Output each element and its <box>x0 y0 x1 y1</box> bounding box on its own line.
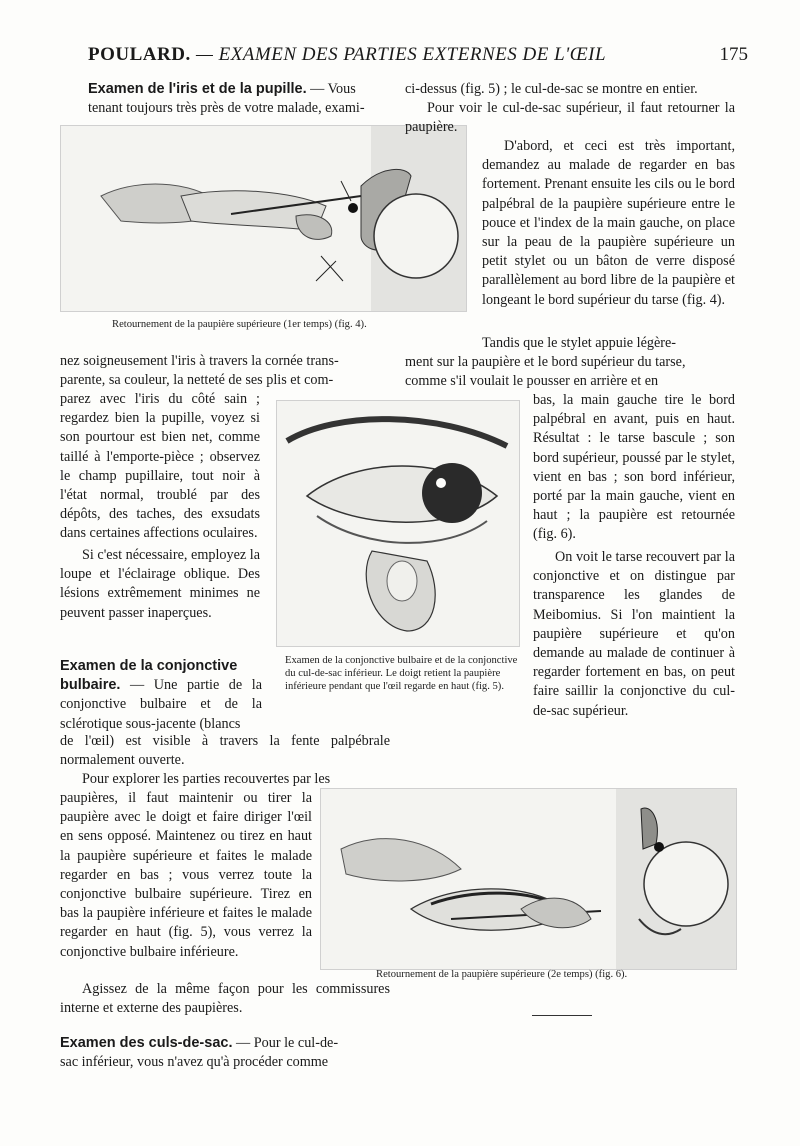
right-p3-wide <box>405 334 735 392</box>
running-head <box>88 44 748 70</box>
iris-paragraph-top <box>88 80 393 118</box>
conjonctive-paragraph-3: Agissez de la même façon pour les commissures interne et externe des paupières. <box>60 981 390 1017</box>
figure-5 <box>276 400 520 647</box>
author-name: POULARD. <box>88 44 191 65</box>
conjonctive-p2-narrow: paupières, il faut maintenir ou tirer la paupière avec le doigt et faire diriger l'œil en sens opposé. Maintenez ou tirez en haut la paupière supérieure et faites le malade regarder en bas ; vous verrez toute la conjonctive bulbaire supérieure. Tirez en bas la paupière inférieure et faites le malade regarder en haut (fig. 5), vous verrez la conjonctive bulbaire inférieure. <box>60 790 312 960</box>
iris-paragraph-2: Si c'est nécessaire, employez la loupe et l'éclairage oblique. Des lésions extrêmement minimes ne peuvent passer inaperçues. <box>60 547 260 621</box>
article-title: — EXAMEN DES PARTIES EXTERNES DE L'ŒIL <box>195 44 607 65</box>
right-p4: On voit le tarse recouvert par la conjonctive et on distingue par transparence les glandes de Meibomius. Si l'on maintient la paupière supérieure et qu'on demande au malade de continuer à regarder fortement en bas, on peut faire saillir la conjonctive du cul-de-sac supérieur. <box>533 549 735 719</box>
iris-cont-line1: nez soigneusement l'iris à travers la cornée trans- <box>60 353 339 369</box>
page-number: 175 <box>719 44 748 65</box>
conjonctive-heading-line2: bulbaire. <box>60 677 121 694</box>
conjonctive-p2-top: Pour explorer les parties recouvertes par les <box>82 771 331 787</box>
culs-de-sac-line2: sac inférieur, vous n'avez qu'à procéder comme <box>60 1054 329 1071</box>
conjonctive-body-wide: de l'œil) est visible à travers la fente palpébrale normalement ouverte. <box>60 733 390 769</box>
iris-paragraph-continued <box>60 352 395 390</box>
section-divider <box>532 1015 592 1016</box>
right-p2: D'abord, et ceci est très important, demandez au malade de regarder en bas fortement. Prenant ensuite les cils ou le bord palpébral de la paupière supérieure entre le pouce et l'index de la main gauche, on place sur la peau de la paupière supérieure un petit stylet ou un bâton de verre disposé parallèlement au bord libre de la paupière et longeant le bord supérieur du tarse (fig. 4). <box>482 138 735 308</box>
iris-cont-line2: parente, sa couleur, la netteté de ses plis et com- <box>60 372 334 389</box>
iris-dash: — Vous <box>306 81 356 97</box>
conjonctive-heading-line1: Examen de la conjonctive <box>60 658 238 674</box>
conjonctive-paragraph-narrow <box>60 657 262 734</box>
figure-5-caption: Examen de la conjonctive bulbaire et de la conjonctive du cul-de-sac inférieur. Le doigt retient la paupière inférieure pendant que l'œil regarde en haut (fig. 5). <box>285 655 518 692</box>
figure-6-illustration <box>321 789 736 969</box>
right-p0: ci-dessus (fig. 5) ; le cul-de-sac se montre en entier. <box>405 81 698 97</box>
iris-paragraph-body: parez avec l'iris du côté sain ; regardez bien la pupille, voyez si son pourtour est bien net, comme taillé à l'emporte-pièce ; observez le champ pupillaire, tout noir à l'état normal, troublé par des dépôts, des taches, des exsudats dans certaines affections oculaires. <box>60 391 260 542</box>
iris-line2: tenant toujours très près de votre malade, exami- <box>88 100 365 117</box>
right-p3-line2: ment sur la paupière et le bord supérieur du tarse, <box>405 354 686 371</box>
figure-4-illustration <box>61 126 466 311</box>
figure-4-caption: Retournement de la paupière supérieure (1er temps) (fig. 4). <box>112 319 367 330</box>
conjonctive-body-narrow: conjonctive bulbaire et de la sclérotique sous-jacente (blancs <box>60 696 262 732</box>
right-p1: Pour voir le cul-de-sac supérieur, il faut retourner la paupière. <box>405 100 735 136</box>
figure-6-caption: Retournement de la paupière supérieure (2e temps) (fig. 6). <box>376 969 628 980</box>
culs-de-sac-dash: — Pour le cul-de- <box>232 1035 339 1051</box>
right-p3-line3: comme s'il voulait le pousser en arrière et en <box>405 373 659 390</box>
right-p3-narrow: bas, la main gauche tire le bord palpébral en avant, puis en haut. Résultat : le tarse bascule ; son bord supérieur, poussé par le stylet, vient en bas ; son bord inférieur, porté par la main gauche, vient en haut ; la paupière est retournée (fig. 6). <box>533 392 735 543</box>
culs-de-sac-heading: Examen des culs-de-sac. <box>60 1035 233 1051</box>
running-title <box>88 44 606 66</box>
figure-5-illustration <box>277 401 519 646</box>
iris-heading: Examen de l'iris et de la pupille. <box>88 81 307 97</box>
conjonctive-dash: — Une partie de la <box>120 677 262 694</box>
culs-de-sac-paragraph <box>60 1034 390 1072</box>
figure-4 <box>60 125 467 312</box>
right-p3-line1: Tandis que le stylet appuie légère- <box>482 335 677 351</box>
figure-6 <box>320 788 737 970</box>
